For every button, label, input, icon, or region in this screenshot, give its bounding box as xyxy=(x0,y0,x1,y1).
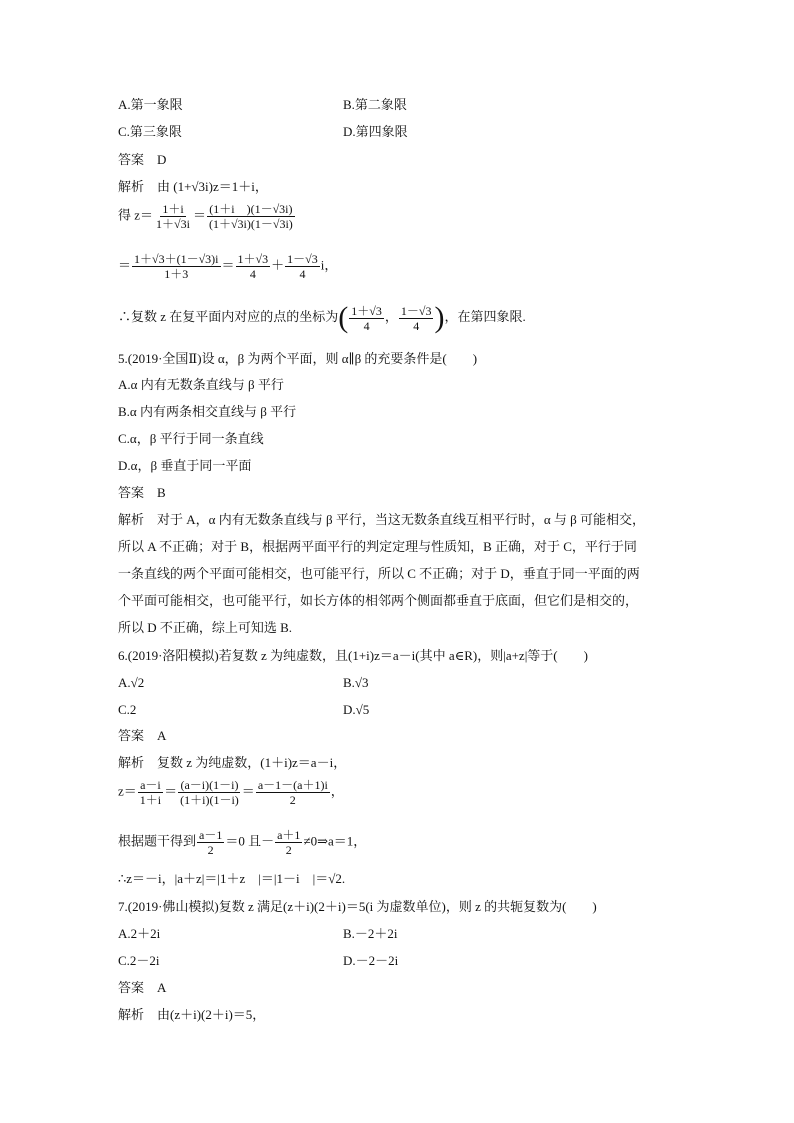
equals-sign: ＝ xyxy=(164,783,178,799)
q5-option-b: B.α 内有两条相交直线与 β 平行 xyxy=(118,404,297,419)
q7-answer: 答案 A xyxy=(118,980,167,995)
q6-option-a: A.√2 xyxy=(118,675,145,690)
q6-option-d: D.√5 xyxy=(343,702,370,717)
q4-option-c: C.第三象限 xyxy=(118,124,182,139)
q4-option-d: D.第四象限 xyxy=(343,124,408,139)
q4-point-y xyxy=(399,304,434,333)
q4-conclusion-prefix: ∴复数 z 在复平面内对应的点的坐标为 xyxy=(118,308,339,324)
q6-step1-fraction-3 xyxy=(256,778,330,807)
fraction-numerator: a＋1 xyxy=(277,828,301,842)
q4-step2-fraction-3 xyxy=(285,252,320,281)
fraction-numerator: 1＋i xyxy=(162,202,184,216)
q5-option-c: C.α，β 平行于同一条直线 xyxy=(118,431,264,446)
equals-sign: ＝ xyxy=(221,257,235,273)
fraction-numerator: 1＋√3＋(1－√3)i xyxy=(134,252,219,266)
fraction-numerator: (1＋i )(1－√3i) xyxy=(209,202,293,216)
q7-option-d: D.－2－2i xyxy=(343,953,399,968)
q6-option-c: C.2 xyxy=(118,702,137,717)
q4-step2-suffix: i， xyxy=(320,257,338,273)
q5-stem: 5.(2019·全国Ⅱ)设 α，β 为两个平面，则 α∥β 的充要条件是( ) xyxy=(118,351,478,366)
q6-step2-fraction-2 xyxy=(275,828,302,857)
fraction-numerator: 1＋√3 xyxy=(237,252,269,266)
fraction-numerator: 1－√3 xyxy=(287,252,318,266)
fraction-denominator: 4 xyxy=(363,318,370,333)
fraction-denominator: 2 xyxy=(289,793,296,807)
equals-sign: ＝ xyxy=(192,207,206,223)
q6-step1-suffix: ， xyxy=(330,783,344,799)
fraction-denominator: 1＋√3i xyxy=(156,217,190,231)
q4-step2-fraction-2 xyxy=(236,252,271,281)
q6-analysis-start: 解析 复数 z 为纯虚数，(1＋i)z＝a－i， xyxy=(118,755,347,770)
q4-step1-fraction-1 xyxy=(154,202,192,231)
fraction-denominator: 4 xyxy=(249,267,256,281)
q4-conclusion xyxy=(118,303,526,333)
q5-analysis-line-1: 解析 对于 A，α 内有无数条直线与 β 平行，当这无数条直线互相平行时，α 与 β 可能相交， xyxy=(118,512,645,527)
q7-option-c: C.2－2i xyxy=(118,953,160,968)
q6-step2-prefix: 根据题干得到 xyxy=(118,833,197,849)
q4-conclusion-suffix: ，在第四象限. xyxy=(444,308,526,324)
q7-option-a: A.2＋2i xyxy=(118,926,161,941)
q6-step2-mid: ＝0 且－ xyxy=(225,833,275,849)
q5-analysis-line-4: 个平面可能相交，也可能平行，如长方体的相邻两个侧面都垂直于底面，但它们是相交的， xyxy=(118,593,639,608)
q6-step1-fraction-2 xyxy=(178,778,241,807)
q6-conclusion: ∴z＝－i，|a＋z|＝|1＋z |＝|1－i |＝√2. xyxy=(118,871,346,886)
fraction-denominator: 4 xyxy=(413,318,420,333)
fraction-denominator: 1＋3 xyxy=(164,267,189,281)
q6-step1 xyxy=(118,778,344,807)
comma: ， xyxy=(384,308,398,324)
fraction-denominator: (1＋i)(1－i) xyxy=(180,793,239,807)
q5-analysis-line-2: 所以 A 不正确；对于 B，根据两平面平行的判定定理与性质知，B 正确，对于 C，平行于同 xyxy=(118,539,637,554)
q5-option-a: A.α 内有无数条直线与 β 平行 xyxy=(118,377,284,392)
q7-stem: 7.(2019·佛山模拟)复数 z 满足(z＋i)(2＋i)＝5(i 为虚数单位)，则 z 的共轭复数为( ) xyxy=(118,899,597,914)
q4-step2 xyxy=(118,252,337,281)
q4-answer: 答案 D xyxy=(118,152,167,167)
q5-analysis-line-3: 一条直线的两个平面可能相交，也可能平行，所以 C 不正确；对于 D，垂直于同一平面的两 xyxy=(118,566,640,581)
q7-analysis-start: 解析 由(z＋i)(2＋i)＝5， xyxy=(118,1007,266,1022)
fraction-denominator: 2 xyxy=(207,843,214,857)
q4-point-x xyxy=(349,304,384,333)
equals-sign: ＝ xyxy=(241,783,255,799)
q6-step2-suffix: ≠0⇒a＝1， xyxy=(303,833,367,849)
fraction-denominator: (1＋√3i)(1－√3i) xyxy=(208,217,293,231)
q6-step2-fraction-1 xyxy=(197,828,224,857)
equals-sign: ＝ xyxy=(118,257,132,273)
q5-answer: 答案 B xyxy=(118,485,166,500)
fraction-numerator: 1－√3 xyxy=(400,303,432,318)
q6-step2 xyxy=(118,828,366,857)
q5-analysis-line-5: 所以 D 不正确，综上可知选 B. xyxy=(118,620,293,635)
q4-analysis-start: 解析 由 (1+√3i)z＝1＋i， xyxy=(118,179,268,194)
q4-step1-fraction-2 xyxy=(207,202,295,231)
q7-option-b: B.－2＋2i xyxy=(343,926,398,941)
q6-step1-prefix: z＝ xyxy=(118,783,137,799)
q6-step1-fraction-1 xyxy=(138,778,163,807)
q4-step1-prefix: 得 z＝ xyxy=(118,207,154,223)
fraction-denominator: 1＋i xyxy=(139,793,162,807)
fraction-denominator: 2 xyxy=(285,843,292,857)
q6-option-b: B.√3 xyxy=(343,675,369,690)
q4-step2-fraction-1 xyxy=(132,252,221,281)
q4-step1 xyxy=(118,202,296,231)
fraction-numerator: a－1 xyxy=(199,828,223,842)
q6-answer: 答案 A xyxy=(118,728,167,743)
q5-option-d: D.α，β 垂直于同一平面 xyxy=(118,458,252,473)
left-paren: ( xyxy=(338,301,349,334)
fraction-numerator: a－1－(a＋1)i xyxy=(257,778,328,792)
q4-option-a: A.第一象限 xyxy=(118,97,183,112)
q4-option-b: B.第二象限 xyxy=(343,97,407,112)
q6-stem: 6.(2019·洛阳模拟)若复数 z 为纯虚数，且(1+i)z＝a－i(其中 a∈R)，则|a+z|等于( ) xyxy=(118,648,588,663)
fraction-numerator: (a－i)(1－i) xyxy=(180,778,239,792)
fraction-numerator: 1＋√3 xyxy=(351,303,382,318)
plus-sign: ＋ xyxy=(271,257,285,273)
fraction-numerator: a－i xyxy=(140,778,161,792)
right-paren: ) xyxy=(434,301,445,334)
fraction-denominator: 4 xyxy=(299,267,306,281)
